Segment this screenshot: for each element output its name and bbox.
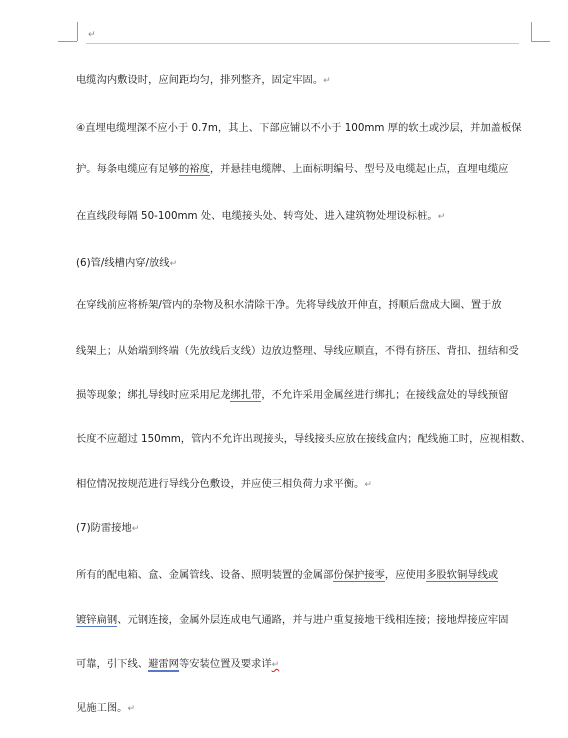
text-line-2[interactable]: ④直埋电缆埋深不应小于 0.7m，其上、下部应铺以不小于 100mm 厚的软土或沙层，并加盖板保: [76, 122, 522, 134]
text-line-12[interactable]: 所有的配电箱、盒、金属管线、设备、照明装置的金属部份保护接零，应使用多股软铜导线或: [76, 569, 499, 581]
paragraph-mark-icon: ↵: [169, 259, 178, 269]
text-line-15[interactable]: 见施工图。↵: [76, 702, 136, 714]
crop-mark-top-left-vertical: [77, 22, 78, 41]
text-line-9[interactable]: 长度不应超过 150mm，管内不允许出现接头，导线接头应放在接线盒内；配线施工时，应视相数、: [76, 433, 531, 445]
paragraph-mark-icon: ↵: [437, 212, 446, 222]
text-line-10[interactable]: 相位情况按规范进行导线分色敷设，并应使三相负荷力求平衡。↵: [76, 478, 372, 490]
text-line-1[interactable]: 电缆沟内敷设时，应间距均匀，排列整齐，固定牢固。↵: [76, 74, 331, 86]
crop-mark-top-right-horizontal: [531, 41, 550, 42]
text-line-7[interactable]: 线架上；从始端到终端（先放线后支线）边放边整理、导线应顺直，不得有挤压、背扣、扭结和受: [76, 345, 519, 357]
text-line-14[interactable]: 可靠，引下线、避雷网等安装位置及要求详↵: [76, 658, 280, 670]
paragraph-mark-icon: ↵: [131, 524, 140, 534]
grammar-flag[interactable]: 多股软铜导线或: [426, 569, 499, 581]
grammar-flag[interactable]: 镀锌扁钢: [76, 614, 118, 626]
section-heading-6[interactable]: (6)管/线槽内穿/放线↵: [76, 257, 178, 269]
grammar-flag[interactable]: 避雷网: [148, 658, 179, 670]
paragraph-mark-icon: ↵: [127, 704, 136, 714]
grammar-flag[interactable]: 绑扎带: [230, 389, 262, 401]
text-line-4[interactable]: 在直线段每隔 50-100mm 处、电缆接头处、转弯处、进入建筑物处埋设标桩。↵: [76, 210, 446, 222]
grammar-flag[interactable]: 的裕度: [178, 163, 210, 175]
text-line-13[interactable]: 镀锌扁钢、元钢连接，金属外层连成电气通路，并与进户重复接地干线相连接；接地焊接应牢固: [76, 614, 509, 626]
spelling-flag[interactable]: ↵: [271, 660, 280, 670]
text-line-6[interactable]: 在穿线前应将桥架/管内的杂物及积水清除干净。先将导线放开伸直，捋顺后盘成大圈、置于放: [76, 299, 502, 311]
grammar-flag[interactable]: 份保护接零: [333, 569, 385, 581]
paragraph-mark-icon: ↵: [364, 480, 372, 490]
paragraph-mark-icon: ↵: [323, 76, 331, 86]
section-heading-7[interactable]: (7)防雷接地↵: [76, 522, 140, 534]
paragraph-mark-icon: ↵: [88, 30, 96, 40]
text-line-8[interactable]: 损等现象；绑扎导线时应采用尼龙绑扎带，不允许采用金属丝进行绑扎；在接线盒处的导线预留: [76, 389, 509, 401]
header-rule: [86, 43, 519, 44]
crop-mark-top-right-vertical: [531, 22, 532, 41]
crop-mark-top-left-horizontal: [58, 41, 77, 42]
text-line-3[interactable]: 护。每条电缆应有足够的裕度，并悬挂电缆牌、上面标明编号、型号及电缆起止点，直埋电缆应: [76, 163, 509, 175]
